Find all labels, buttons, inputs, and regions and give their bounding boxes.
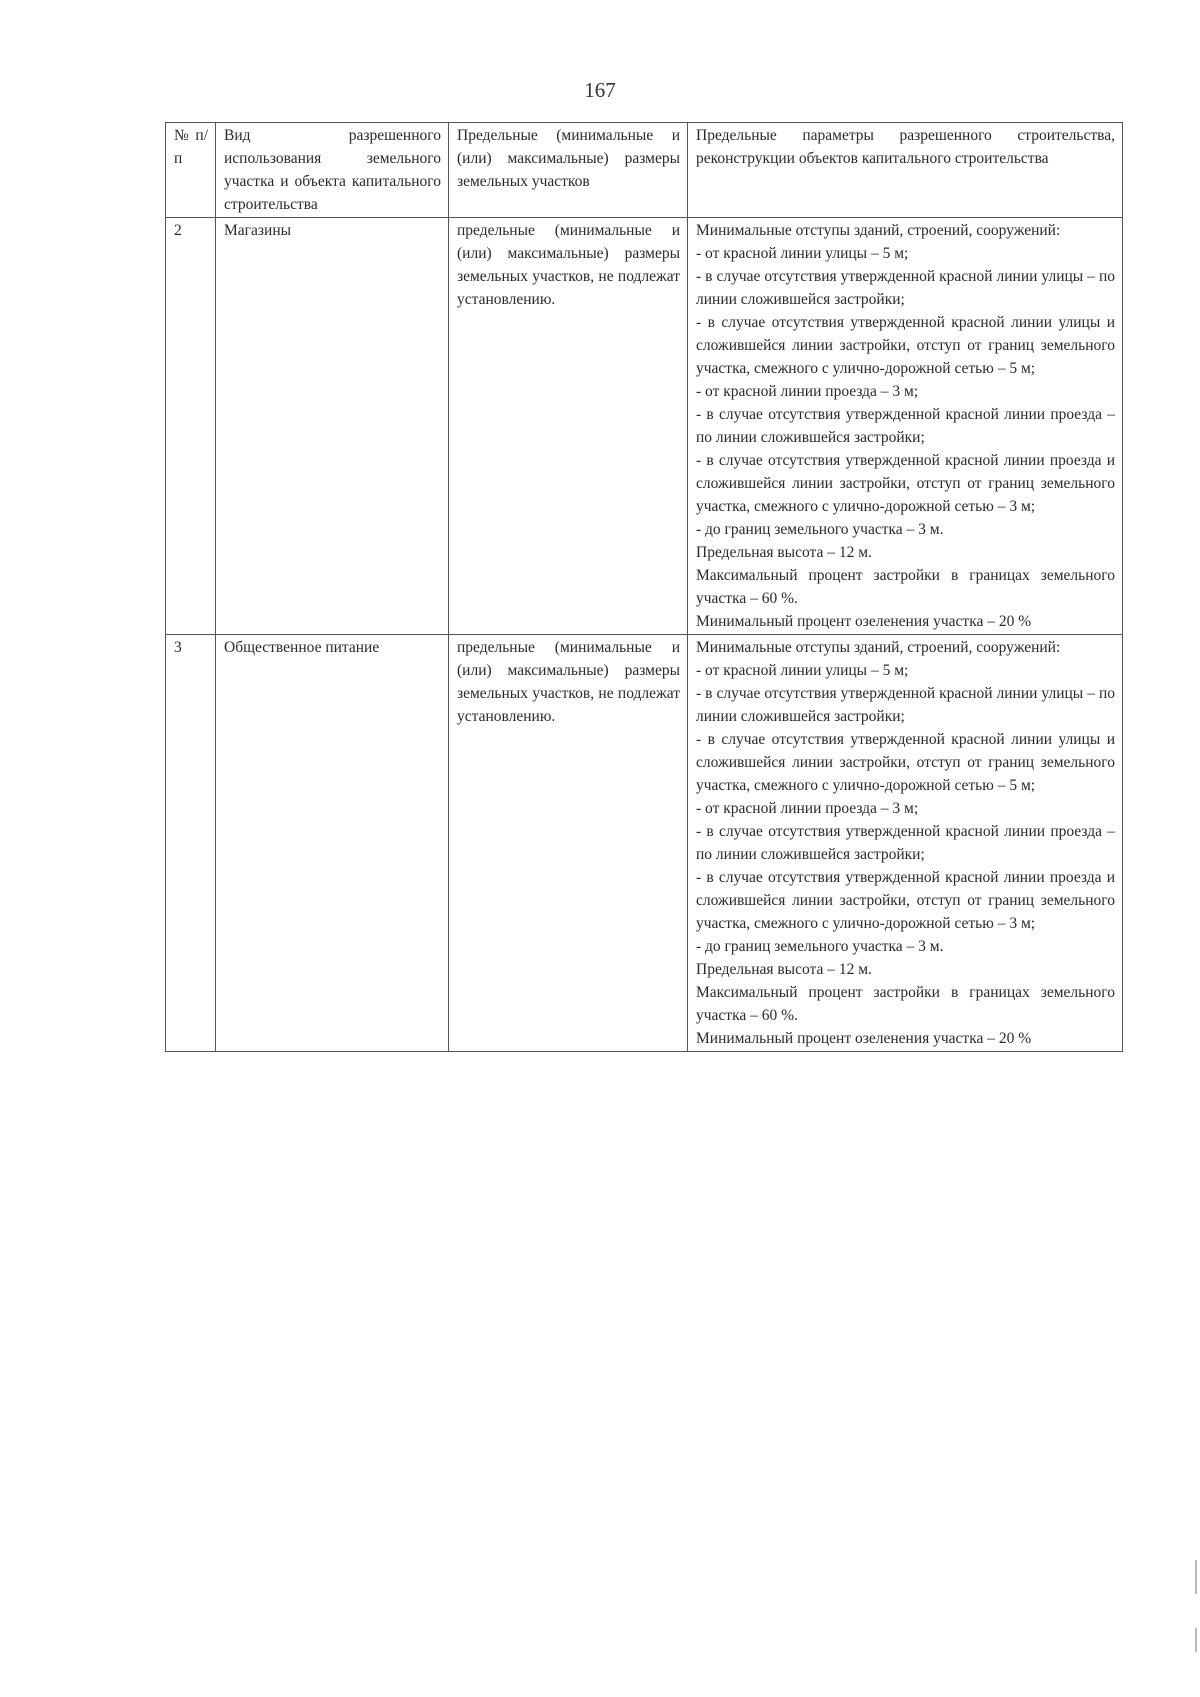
table-row bbox=[166, 635, 1123, 1052]
param-line: Предельная высота – 12 м. bbox=[696, 544, 872, 561]
param-line: - в случае отсутствия утвержденной красной линии улицы – по линии сложившейся застройки; bbox=[696, 268, 1115, 308]
header-build-params: Предельные параметры разрешенного строительства, реконструкции объектов капитального строительства bbox=[688, 123, 1123, 218]
param-line: - в случае отсутствия утвержденной красной линии проезда – по линии сложившейся застройки; bbox=[696, 406, 1115, 446]
row-build-params bbox=[688, 635, 1123, 1052]
param-line: Минимальные отступы зданий, строений, сооружений: bbox=[696, 222, 1061, 239]
regulations-table bbox=[165, 122, 1123, 1052]
param-line: - до границ земельного участка – 3 м. bbox=[696, 521, 944, 538]
param-line: - в случае отсутствия утвержденной красной линии улицы и сложившейся линии застройки, отступ от границ земельного участка, смежного с улично-дорожной сетью – 5 м; bbox=[696, 314, 1115, 377]
row-build-params bbox=[688, 218, 1123, 635]
table-row bbox=[166, 218, 1123, 635]
row-use-kind: Магазины bbox=[216, 218, 449, 635]
param-line: - от красной линии проезда – 3 м; bbox=[696, 800, 919, 817]
param-line: - до границ земельного участка – 3 м. bbox=[696, 938, 944, 955]
row-plot-size: предельные (минимальные и (или) максимальные) размеры земельных участков, не подлежат установлению. bbox=[449, 218, 688, 635]
row-number: 2 bbox=[166, 218, 216, 635]
param-line: Минимальный процент озеленения участка – 20 % bbox=[696, 613, 1032, 630]
param-line: Максимальный процент застройки в границах земельного участка – 60 %. bbox=[696, 984, 1115, 1024]
param-line: - в случае отсутствия утвержденной красной линии улицы и сложившейся линии застройки, отступ от границ земельного участка, смежного с улично-дорожной сетью – 5 м; bbox=[696, 731, 1115, 794]
param-line: Предельная высота – 12 м. bbox=[696, 961, 872, 978]
param-line: Максимальный процент застройки в границах земельного участка – 60 %. bbox=[696, 567, 1115, 607]
param-line: - от красной линии проезда – 3 м; bbox=[696, 383, 919, 400]
param-line: Минимальный процент озеленения участка – 20 % bbox=[696, 1030, 1032, 1047]
param-line: - от красной линии улицы – 5 м; bbox=[696, 245, 909, 262]
param-line: - в случае отсутствия утвержденной красной линии проезда и сложившейся линии застройки, отступ от границ земельного участка, смежного с улично-дорожной сетью – 3 м; bbox=[696, 869, 1115, 932]
param-line: - от красной линии улицы – 5 м; bbox=[696, 662, 909, 679]
header-use-kind: Вид разрешенного использования земельного участка и объекта капитального строительства bbox=[216, 123, 449, 218]
row-plot-size: предельные (минимальные и (или) максимальные) размеры земельных участков, не подлежат установлению. bbox=[449, 635, 688, 1052]
row-use-kind: Общественное питание bbox=[216, 635, 449, 1052]
table-header-row bbox=[166, 123, 1123, 218]
scan-edge-mark bbox=[1195, 1560, 1197, 1594]
param-line: - в случае отсутствия утвержденной красной линии проезда и сложившейся линии застройки, отступ от границ земельного участка, смежного с улично-дорожной сетью – 3 м; bbox=[696, 452, 1115, 515]
param-line: Минимальные отступы зданий, строений, сооружений: bbox=[696, 639, 1061, 656]
page-number: 167 bbox=[584, 78, 616, 102]
row-number: 3 bbox=[166, 635, 216, 1052]
param-line: - в случае отсутствия утвержденной красной линии улицы – по линии сложившейся застройки; bbox=[696, 685, 1115, 725]
param-line: - в случае отсутствия утвержденной красной линии проезда – по линии сложившейся застройки; bbox=[696, 823, 1115, 863]
header-plot-size: Предельные (минимальные и (или) максимальные) размеры земельных участков bbox=[449, 123, 688, 218]
scan-edge-mark bbox=[1195, 1628, 1197, 1652]
header-number: № п/п bbox=[166, 123, 216, 218]
